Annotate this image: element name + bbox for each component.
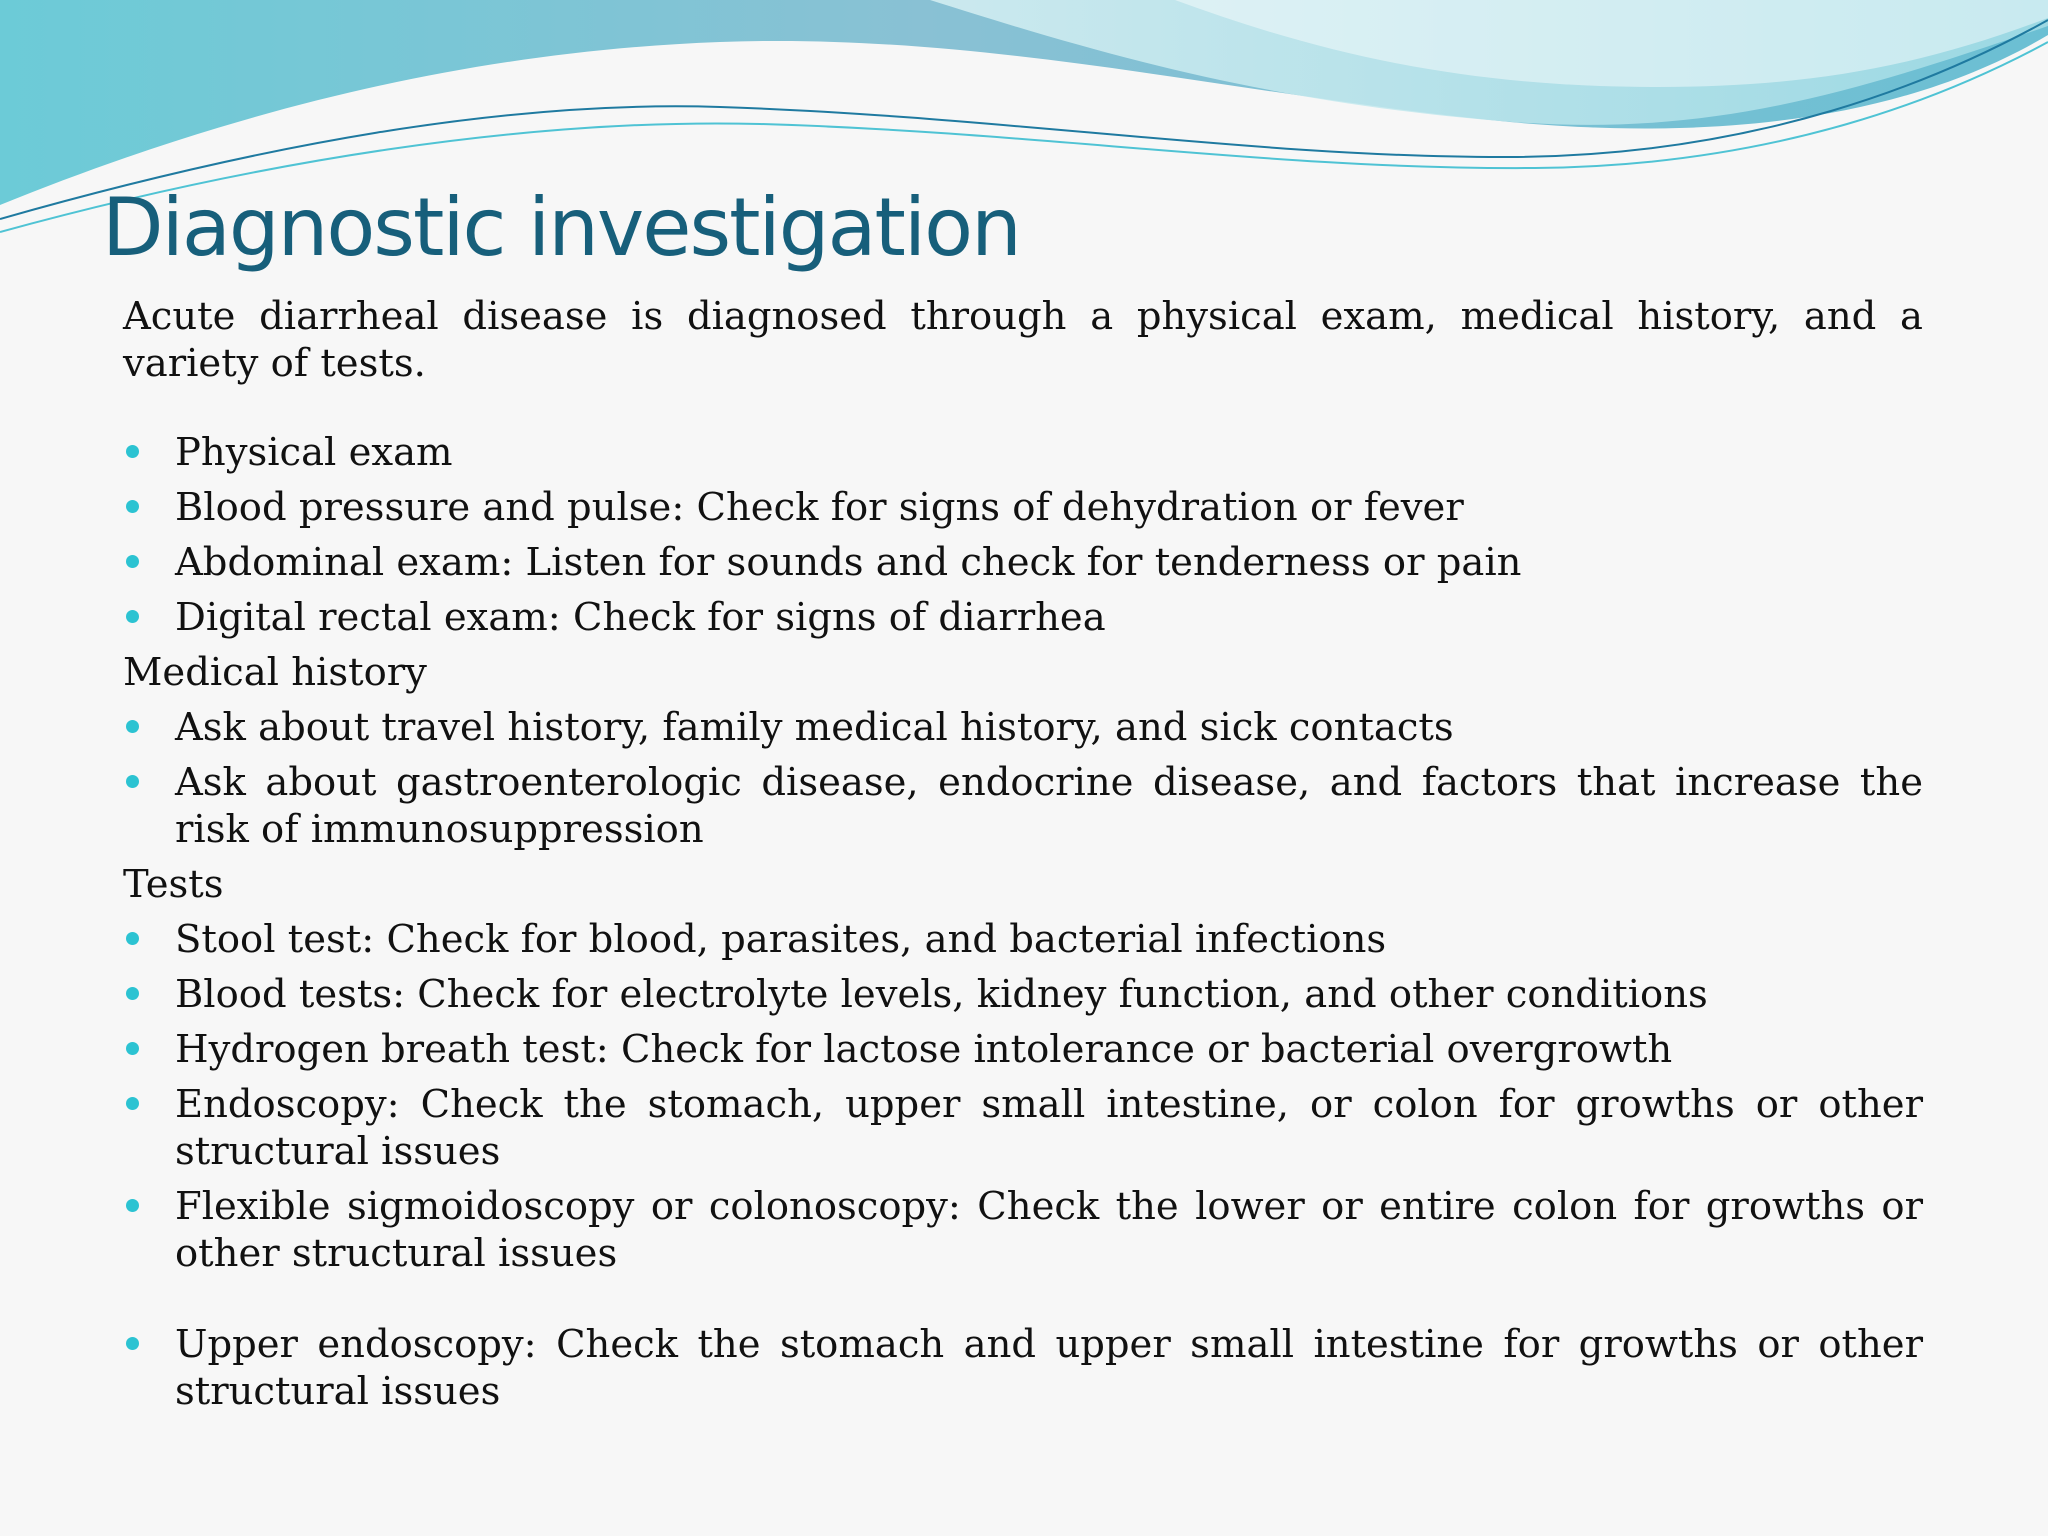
list-item <box>123 759 1923 853</box>
bullet-dot-icon <box>126 610 139 623</box>
list-item <box>123 704 1923 751</box>
medical-history-heading: Medical history <box>123 650 427 695</box>
bullet-dot-icon <box>126 1337 139 1350</box>
slide-content <box>123 293 1923 1423</box>
list-item-text: Digital rectal exam: Check for signs of diarrhea <box>175 595 1106 640</box>
list-item <box>123 429 1923 476</box>
tests-list <box>123 916 1923 1277</box>
list-item <box>123 1183 1923 1277</box>
list-item <box>123 1321 1923 1415</box>
list-item-text: Blood pressure and pulse: Check for signs of dehydration or fever <box>175 485 1464 530</box>
tests-heading: Tests <box>123 862 224 907</box>
list-item-text: Upper endoscopy: Check the stomach and upper small intestine for growths or other structural issues <box>175 1322 1923 1414</box>
list-item-text: Ask about gastroenterologic disease, endocrine disease, and factors that increase the risk of immunosuppression <box>175 760 1923 852</box>
list-item <box>123 484 1923 531</box>
content-spacer <box>123 1285 1923 1321</box>
list-item-text: Hydrogen breath test: Check for lactose intolerance or bacterial overgrowth <box>175 1027 1673 1072</box>
bullet-dot-icon <box>126 1097 139 1110</box>
list-item-text: Flexible sigmoidoscopy or colonoscopy: Check the lower or entire colon for growths or other structural issues <box>175 1184 1923 1276</box>
list-item-text: Physical exam <box>175 430 453 475</box>
content-spacer <box>123 387 1923 429</box>
bullet-dot-icon <box>126 1042 139 1055</box>
bullet-dot-icon <box>126 445 139 458</box>
bullet-dot-icon <box>126 987 139 1000</box>
list-item <box>123 1026 1923 1073</box>
list-item-text: Blood tests: Check for electrolyte levels, kidney function, and other conditions <box>175 972 1708 1017</box>
bullet-dot-icon <box>126 555 139 568</box>
slide-title: Diagnostic investigation <box>102 181 1020 274</box>
list-item-text: Stool test: Check for blood, parasites, and bacterial infections <box>175 917 1387 962</box>
list-item <box>123 594 1923 641</box>
list-item <box>123 539 1923 586</box>
list-item <box>123 1081 1923 1175</box>
list-item-text: Ask about travel history, family medical history, and sick contacts <box>175 705 1454 750</box>
bullet-dot-icon <box>126 500 139 513</box>
list-item-text: Endoscopy: Check the stomach, upper small intestine, or colon for growths or other structural issues <box>175 1082 1923 1174</box>
list-item-text: Abdominal exam: Listen for sounds and check for tenderness or pain <box>175 540 1522 585</box>
medical-history-list <box>123 704 1923 853</box>
intro-paragraph: Acute diarrheal disease is diagnosed through a physical exam, medical history, and a variety of tests. <box>123 294 1923 386</box>
bullet-dot-icon <box>126 932 139 945</box>
list-item <box>123 916 1923 963</box>
bullet-dot-icon <box>126 720 139 733</box>
physical-exam-list <box>123 429 1923 641</box>
bullet-dot-icon <box>126 775 139 788</box>
bullet-dot-icon <box>126 1199 139 1212</box>
final-test-list <box>123 1321 1923 1415</box>
list-item <box>123 971 1923 1018</box>
